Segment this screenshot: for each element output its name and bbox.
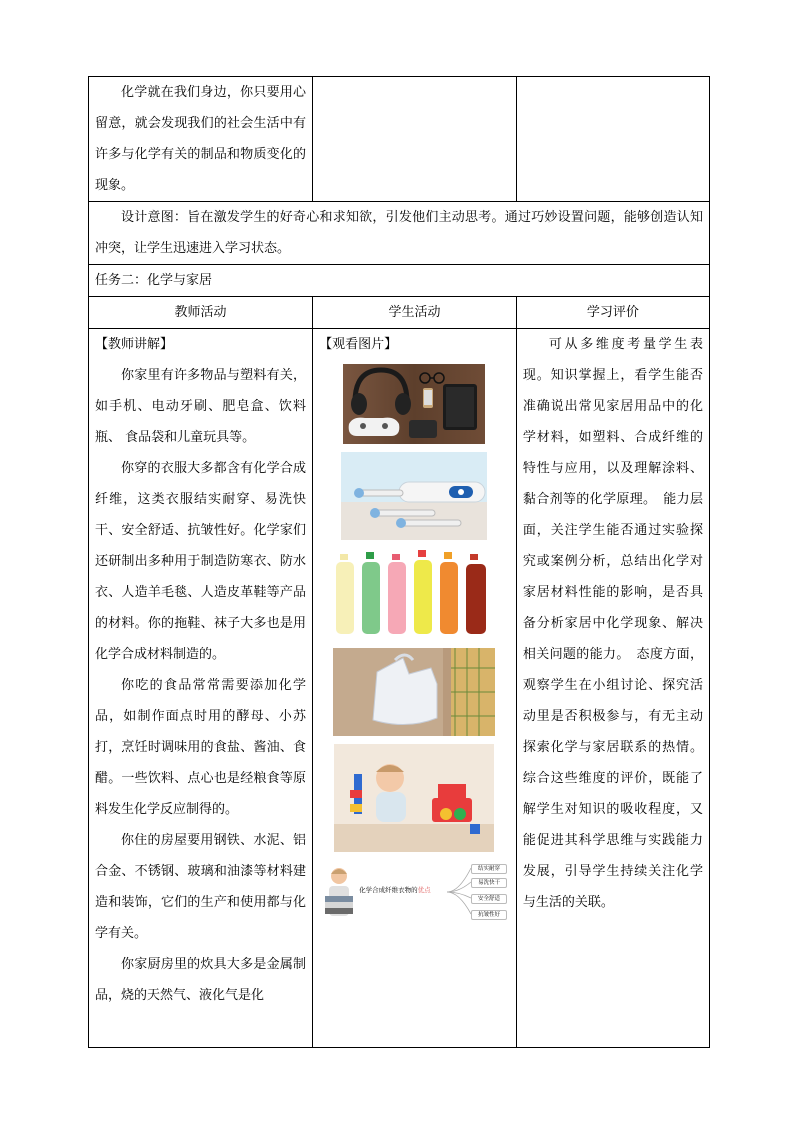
task-title: 任务二：化学与家居 <box>95 273 213 288</box>
content-row <box>89 329 710 1048</box>
teacher-cell <box>89 329 313 1048</box>
fiber-benefits-mindmap <box>321 860 501 926</box>
teacher-paragraph: 你家厨房里的炊具大多是金属制品，烧的天然气、液化气是化 <box>95 957 307 1003</box>
evaluation-cell <box>516 329 709 1048</box>
intro-text: 化学就在我们身边，你只要用心留意，就会发现我们的社会生活中有许多与化学有关的制品和物质变化的现象。 <box>95 85 307 193</box>
design-intent-text: 设计意图：旨在激发学生的好奇心和求知欲，引发他们主动思考。通过巧妙设置问题，能够创造认知冲突，让学生迅速进入学习状态。 <box>95 210 703 256</box>
person-holding-clothes-icon <box>321 864 357 924</box>
teacher-paragraph: 你吃的食品常常需要添加化学品，如制作面点时用的酵母、小苏打，烹饪时调味用的食盐、酱油、食醋。一些饮料、点心也是经粮食等原料发生化学反应制得的。 <box>95 678 307 817</box>
teacher-paragraph: 你住的房屋要用钢铁、水泥、铝合金、不锈钢、玻璃和油漆等材料建造和装饰，它们的生产和使用都与化学有关。 <box>95 833 307 941</box>
evaluation-text: 可从多维度考量学生表现。知识掌握上，看学生能否准确说出常见家居用品中的化学材料，如塑料、合成纤维的特性与应用，以及理解涂料、黏合剂等的化学原理。 能力层面，关注学生能否通过实验探究或案例分析，总结出化学对家居材料性能的影响，是否具备分析家居中化学现象、解决相关问题的能力。 态度方面，观察学生在小组讨论、探究活动里是否积极参与，有无主动探索化学与家居联系的热情。综合这些维度的评价，既能了解学生对知识的吸收程度，又能促进其科学思维与实践能力发展，引导学生持续关注化学与生活的关联。 <box>522 337 703 910</box>
header-teacher: 教师活动 <box>89 297 313 329</box>
mindmap-title-prefix: 化学合成纤维衣物的 <box>359 886 418 894</box>
design-intent-cell <box>89 202 710 265</box>
teacher-paragraph: 你家里有许多物品与塑料有关，如手机、电动牙刷、肥皂盒、饮料瓶、 食品袋和儿童玩具等。 <box>95 368 307 445</box>
teacher-label: 【教师讲解】 <box>95 337 174 352</box>
student-label: 【观看图片】 <box>319 337 398 352</box>
lesson-table <box>88 76 710 1048</box>
plastic-bottles-image <box>334 548 494 640</box>
design-intent-row <box>89 202 710 265</box>
task-title-cell <box>89 265 710 297</box>
intro-student-cell <box>313 77 517 202</box>
mindmap-item: 抗皱性好 <box>471 910 507 920</box>
lesson-plan-page <box>88 76 710 1048</box>
mindmap-item: 易洗快干 <box>471 878 507 888</box>
intro-row <box>89 77 710 202</box>
mindmap-item: 结实耐穿 <box>471 864 507 874</box>
header-student: 学生活动 <box>313 297 517 329</box>
mindmap-title <box>359 886 451 894</box>
plastic-bag-image <box>333 648 495 736</box>
student-cell <box>313 329 517 1048</box>
baby-toys-image <box>334 744 494 852</box>
mindmap-title-highlight: 优点 <box>417 886 431 894</box>
teacher-paragraph: 你穿的衣服大多都含有化学合成纤维，这类衣服结实耐穿、易洗快干、安全舒适、抗皱性好。化学家们还研制出多种用于制造防寒衣、防水衣、人造羊毛毯、人造皮革鞋等产品的材料。你的拖鞋、袜子大多也是用化学合成材料制造的。 <box>95 461 307 662</box>
intro-cell <box>89 77 313 202</box>
intro-eval-cell <box>516 77 709 202</box>
electric-toothbrush-image <box>341 452 487 540</box>
header-row <box>89 297 710 329</box>
mindmap-item: 安全舒适 <box>471 894 507 904</box>
header-evaluation: 学习评价 <box>516 297 709 329</box>
electronics-flatlay-image <box>343 364 485 444</box>
task-title-row <box>89 265 710 297</box>
